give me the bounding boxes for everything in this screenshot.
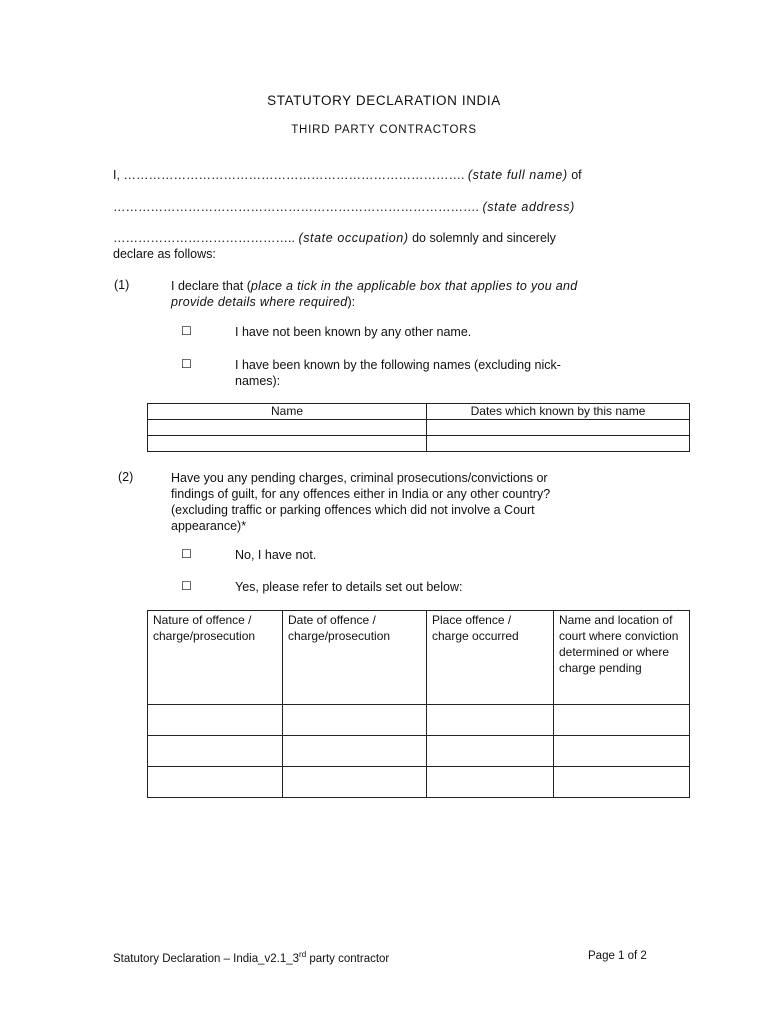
option-other-names-line1: I have been known by the following names (excluding nick- — [235, 358, 561, 372]
footer-document-name — [113, 950, 389, 965]
table-cell[interactable] — [427, 705, 554, 736]
name-blank: ………………………………………………………………………. — [123, 168, 465, 182]
table-cell[interactable] — [148, 767, 283, 798]
col-dates-header: Dates which known by this name — [427, 404, 690, 420]
col-place-header: Place offence / charge occurred — [427, 611, 554, 705]
option-no-other-name: I have not been known by any other name. — [235, 325, 472, 339]
checkbox-other-names[interactable]: ☐ — [181, 357, 192, 371]
name-hint: (state full name) — [467, 168, 568, 182]
document-title: STATUTORY DECLARATION INDIA — [267, 93, 501, 108]
declaration-address-line — [113, 199, 673, 215]
address-hint: (state address) — [482, 200, 575, 214]
section-2-question-line4: appearance)* — [171, 519, 247, 533]
table-row — [148, 736, 690, 767]
col-court-header: Name and location of court where conviction determined or where charge pending — [554, 611, 690, 705]
page-number: Page 1 of 2 — [588, 950, 647, 962]
section-2-question-line2: findings of guilt, for any offences either in India or any other country? — [171, 487, 551, 501]
section-2-question-line1: Have you any pending charges, criminal prosecutions/convictions or — [171, 471, 548, 485]
known-names-table — [147, 403, 690, 452]
table-row — [148, 767, 690, 798]
section-2-number: (2) — [118, 470, 134, 484]
table-cell[interactable] — [148, 436, 427, 452]
table-cell[interactable] — [427, 736, 554, 767]
table-cell[interactable] — [148, 705, 283, 736]
table-cell[interactable] — [283, 736, 427, 767]
section-1-lead: I declare that ( — [171, 279, 251, 293]
occupation-blank: …………………………………….. — [113, 231, 295, 245]
declare-follows-text: declare as follows: — [113, 247, 216, 261]
checkbox-no-other-name[interactable]: ☐ — [181, 324, 192, 338]
table-cell[interactable] — [554, 736, 690, 767]
table-row — [148, 705, 690, 736]
table-cell[interactable] — [148, 736, 283, 767]
table-cell[interactable] — [427, 767, 554, 798]
solemnly-text: do solemnly and sincerely — [412, 231, 556, 245]
table-row — [148, 420, 690, 436]
footer-superscript: rd — [299, 950, 307, 959]
offences-table — [147, 610, 690, 798]
section-1-tail: ): — [347, 295, 356, 309]
of-word: of — [571, 168, 582, 182]
section-2-question-line3: (excluding traffic or parking offences which did not involve a Court — [171, 503, 535, 517]
option-other-names — [235, 357, 635, 389]
checkbox-yes-charges[interactable]: ☐ — [181, 579, 192, 593]
checkbox-no-charges[interactable]: ☐ — [181, 547, 192, 561]
table-cell[interactable] — [554, 705, 690, 736]
section-1-intro — [171, 278, 641, 310]
option-no-charges: No, I have not. — [235, 548, 317, 562]
option-other-names-line2: names): — [235, 374, 281, 388]
col-name-header: Name — [148, 404, 427, 420]
declaration-name-line — [113, 167, 673, 183]
col-date-header: Date of offence / charge/prosecution — [283, 611, 427, 705]
col-nature-header: Nature of offence / charge/prosecution — [148, 611, 283, 705]
section-2-question — [171, 470, 651, 534]
table-cell[interactable] — [427, 420, 690, 436]
table-cell[interactable] — [283, 705, 427, 736]
table-cell[interactable] — [148, 420, 427, 436]
occupation-hint: (state occupation) — [298, 231, 409, 245]
address-blank: ……………………………………………………………………………. — [113, 200, 479, 214]
table-row — [148, 436, 690, 452]
document-subtitle: THIRD PARTY CONTRACTORS — [291, 124, 477, 136]
section-1-number: (1) — [114, 278, 130, 292]
table-cell[interactable] — [283, 767, 427, 798]
table-cell[interactable] — [554, 767, 690, 798]
footer-left: Statutory Declaration – India_v2.1_3 — [113, 952, 300, 965]
table-cell[interactable] — [427, 436, 690, 452]
declaration-occupation-line — [113, 230, 673, 246]
section-1-instruction: place a tick in the applicable box that applies to you and — [250, 279, 578, 293]
declaration-prefix: I, — [113, 168, 120, 182]
section-1-instruction-2: provide details where required — [171, 295, 348, 309]
footer-left-tail: party contractor — [306, 952, 390, 965]
option-yes-charges: Yes, please refer to details set out below: — [235, 580, 463, 594]
